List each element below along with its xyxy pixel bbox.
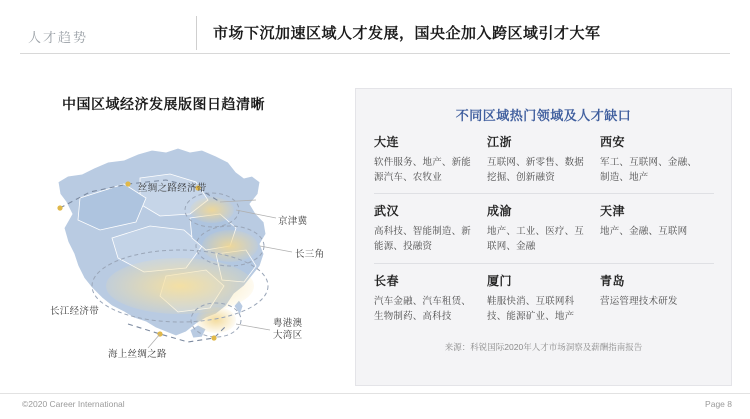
page-title: 市场下沉加速区域人才发展，国央企加入跨区域引才大军	[213, 25, 601, 42]
map-label-silk-road-belt: 丝绸之路经济带	[138, 183, 207, 194]
region-cell-qingdao	[600, 272, 713, 324]
map-label-jingjinji: 京津冀	[278, 216, 308, 227]
region-city: 厦门	[487, 273, 513, 288]
region-city: 成渝	[487, 204, 513, 219]
footer-page-number: Page 8	[705, 399, 732, 409]
region-desc: 软件服务、地产、新能源汽车、农牧业	[374, 157, 472, 183]
route-node	[57, 205, 62, 210]
region-desc: 高科技、智能制造、新能源、投融资	[374, 226, 472, 253]
greaterbay-glow	[196, 307, 236, 333]
map-label-greater-bay-line1: 粤港澳	[273, 318, 303, 329]
region-desc: 营运管理技术研发	[600, 295, 678, 307]
region-city: 天津	[600, 204, 626, 219]
region-row	[374, 272, 714, 326]
map-label-maritime-silk-road: 海上丝绸之路	[108, 349, 167, 360]
region-city: 西安	[600, 135, 626, 149]
region-city: 长春	[374, 273, 400, 288]
leader-line	[236, 324, 270, 330]
footer-copyright: ©2020 Career International	[22, 399, 125, 409]
region-cell-jiangzhe	[487, 133, 600, 185]
region-row	[374, 133, 714, 187]
region-cell-changchun	[374, 272, 487, 324]
yangtze-belt-glow	[106, 258, 254, 314]
footer-rule	[0, 393, 750, 394]
map-label-greater-bay-line2: 大湾区	[273, 330, 303, 342]
region-desc: 鞋服快消、互联网科技、能源矿业、地产	[487, 295, 575, 322]
region-city: 江浙	[487, 135, 513, 149]
map-label-yangtze-delta: 长三角	[295, 249, 325, 260]
slide-header	[0, 0, 750, 60]
region-cell-chengyu	[487, 202, 600, 254]
header-rule	[20, 53, 730, 54]
map-label-yangtze-belt: 长江经济带	[50, 306, 100, 317]
map-label-greater-bay-area	[273, 318, 302, 343]
route-node	[125, 181, 130, 186]
china-map	[20, 118, 350, 373]
region-desc: 汽车金融、汽车租赁、生物制药、高科技	[374, 295, 472, 322]
grid-divider	[374, 263, 714, 264]
region-cell-dalian	[374, 133, 487, 185]
region-desc: 地产、工业、医疗、互联网、金融	[487, 226, 585, 253]
region-desc: 地产、金融、互联网	[600, 226, 688, 238]
jingjinji-glow	[190, 197, 234, 223]
region-grid	[374, 133, 714, 326]
region-city: 武汉	[374, 204, 400, 219]
panel-source: 来源：科锐国际2020年人才市场洞察及薪酬指南报告	[444, 342, 643, 352]
region-desc: 互联网、新零售、数据挖掘、创新融资	[487, 157, 585, 183]
region-city: 大连	[374, 135, 400, 149]
route-node	[211, 335, 216, 340]
header-tag: 人才趋势	[28, 30, 89, 45]
leader-line	[260, 246, 292, 252]
region-cell-wuhan	[374, 202, 487, 254]
region-row	[374, 202, 714, 256]
yangtze-delta-glow	[202, 230, 258, 262]
grid-divider	[374, 193, 714, 194]
map-title: 中国区域经济发展版图日趋清晰	[62, 96, 265, 112]
region-cell-xian	[600, 133, 713, 185]
panel-title: 不同区域热门领域及人才缺口	[455, 108, 632, 123]
regional-demand-panel	[355, 88, 732, 386]
region-city: 青岛	[600, 273, 626, 288]
region-cell-tianjin	[600, 202, 713, 254]
header-divider	[196, 16, 197, 50]
region-cell-xiamen	[487, 272, 600, 324]
region-desc: 军工、互联网、金融、制造、地产	[600, 157, 698, 183]
